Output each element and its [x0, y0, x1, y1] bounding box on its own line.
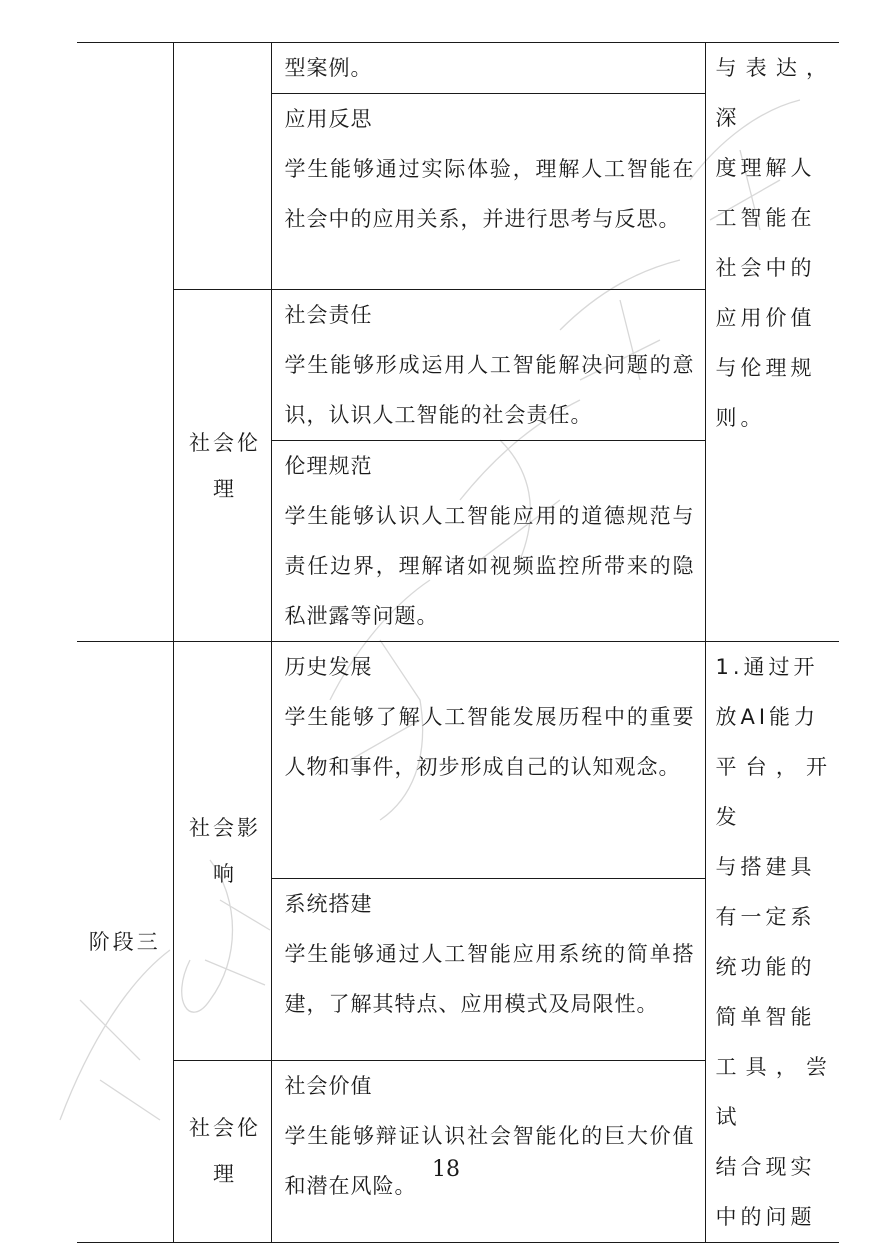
item-body: 学生能够形成运用人工智能解决问题的意识，认识人工智能的社会责任。 [284, 353, 695, 427]
item-body: 学生能够通过实际体验，理解人工智能在社会中的应用关系，并进行思考与反思。 [284, 157, 695, 231]
content-cell [271, 290, 705, 441]
item-body: 学生能够认识人工智能应用的道德规范与责任边界，理解诸如视频监控所带来的隐私泄露等问题。 [284, 504, 695, 628]
content-cell [271, 94, 705, 290]
content-cell [271, 1060, 705, 1242]
item-title: 系统搭建 [284, 891, 373, 916]
summary-cell: 1.通过开 放AI能力 平台，开发 与搭建具 有一定系 统功能的 简单智能 工具，尝试 结合现实 中的问题 [705, 642, 839, 1243]
item-body: 学生能够了解人工智能发展历程中的重要人物和事件，初步形成自己的认知观念。 [284, 705, 695, 779]
content-cell [271, 441, 705, 642]
content-cell [271, 878, 705, 1060]
item-title: 社会价值 [284, 1073, 373, 1098]
subdim-cell-empty [173, 43, 271, 290]
item-title: 社会责任 [284, 303, 373, 327]
item-title: 伦理规范 [284, 454, 373, 478]
item-title: 应用反思 [284, 107, 373, 131]
subdim-label: 社会伦理 [173, 290, 271, 642]
content-cell [271, 642, 705, 879]
item-body: 学生能够通过人工智能应用系统的简单搭建，了解其特点、应用模式及局限性。 [284, 941, 695, 1016]
subdim-label: 社会影响 [173, 642, 271, 1061]
content-cell: 型案例。 [271, 43, 705, 94]
subdim-label: 社会伦理 [173, 1060, 271, 1242]
curriculum-table [77, 42, 839, 1243]
stage-cell-empty [77, 43, 173, 642]
stage-label: 阶段三 [77, 642, 173, 1243]
item-body: 学生能够辩证认识社会智能化的巨大价值和潜在风险。 [284, 1123, 695, 1198]
page-number: 18 [432, 1157, 460, 1182]
summary-cell: 与表达，深 度理解人 工智能在 社会中的 应用价值 与伦理规 则。 [705, 43, 839, 642]
item-title: 历史发展 [284, 655, 373, 679]
